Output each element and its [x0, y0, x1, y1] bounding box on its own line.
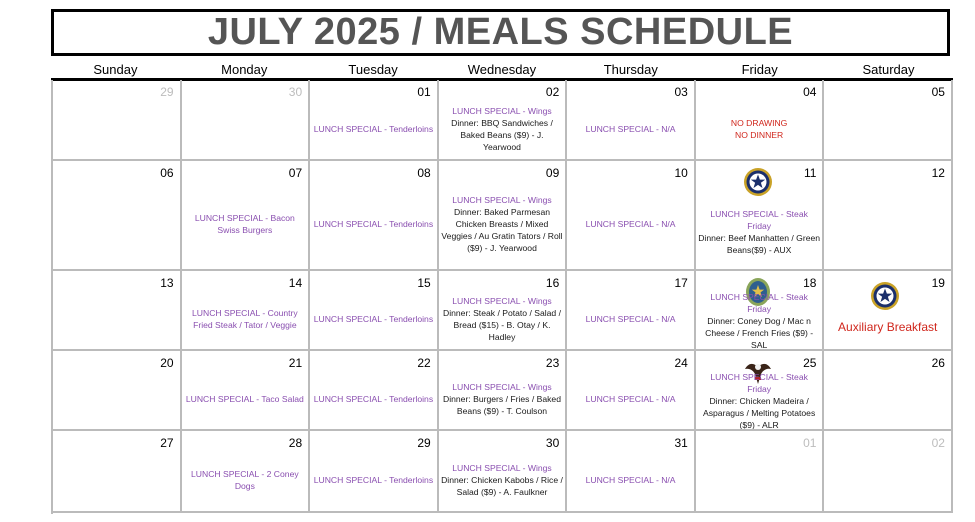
day-cell [696, 271, 825, 351]
day-number: 10 [674, 166, 688, 180]
day-number: 08 [417, 166, 431, 180]
day-content [441, 100, 564, 157]
legion-star-emblem-icon [743, 167, 773, 197]
day-content [826, 100, 949, 157]
day-cell [310, 161, 439, 271]
day-content [184, 371, 307, 427]
day-content [184, 291, 307, 347]
day-content [55, 291, 178, 347]
dinner-text: Dinner: Steak / Potato / Salad / Bread ($15) - B. Otay / K. Hadley [442, 308, 561, 342]
day-content [569, 451, 692, 509]
day-content [698, 197, 821, 267]
day-number: 11 [803, 166, 817, 180]
day-content [698, 451, 821, 509]
day-cell [824, 431, 953, 513]
lunch-special-text: LUNCH SPECIAL - Tenderloins [313, 475, 434, 485]
day-cell [824, 271, 953, 351]
lunch-special-text: LUNCH SPECIAL - Wings [452, 463, 552, 473]
day-cell [310, 271, 439, 351]
day-cell [567, 271, 696, 351]
day-number: 17 [674, 276, 688, 290]
day-cell [182, 431, 311, 513]
dinner-text: Dinner: Coney Dog / Mac n Cheese / French Fries ($9) - SAL [705, 316, 814, 350]
day-cell [439, 161, 568, 271]
day-cell [696, 80, 825, 161]
day-content [826, 181, 949, 267]
day-number: 06 [160, 166, 174, 180]
day-cell [567, 80, 696, 161]
dinner-text: Dinner: BBQ Sandwiches / Baked Beans ($9) - J. Yearwood [451, 117, 553, 152]
lunch-special-text: LUNCH SPECIAL - N/A [585, 219, 676, 229]
page-title: JULY 2025 / MEALS SCHEDULE [51, 9, 950, 56]
lunch-special-text: LUNCH SPECIAL - N/A [585, 314, 676, 324]
day-content [55, 371, 178, 427]
calendar-grid [51, 80, 953, 514]
day-content [184, 100, 307, 157]
day-cell [310, 351, 439, 431]
notice-text: Auxiliary Breakfast [838, 320, 938, 334]
day-number: 12 [931, 166, 945, 180]
day-cell [310, 80, 439, 161]
day-cell [824, 80, 953, 161]
day-number: 03 [674, 85, 688, 99]
day-number: 01 [803, 436, 817, 450]
day-cell [696, 351, 825, 431]
day-cell [439, 80, 568, 161]
dinner-text: Dinner: Chicken Madeira / Asparagus / Melting Potatoes ($9) - ALR [703, 396, 816, 430]
day-number: 15 [417, 276, 431, 290]
weekday-thursday: Thursday [603, 62, 658, 77]
day-number: 02 [545, 85, 560, 99]
day-content [55, 100, 178, 157]
day-cell [182, 271, 311, 351]
weekday-saturday: Saturday [862, 62, 915, 77]
dinner-text: Dinner: Burgers / Fries / Baked Beans ($9) - T. Coulson [443, 394, 561, 416]
lunch-special-text: LUNCH SPECIAL - Wings [452, 195, 552, 205]
day-number: 09 [545, 166, 560, 180]
day-cell [696, 161, 825, 271]
day-content [55, 181, 178, 267]
day-content [698, 372, 821, 430]
day-content [826, 371, 949, 427]
day-content [312, 181, 435, 267]
day-content [184, 451, 307, 509]
day-content [312, 371, 435, 427]
day-cell [567, 431, 696, 513]
day-content [441, 371, 564, 427]
day-cell [824, 161, 953, 271]
day-number: 30 [288, 85, 303, 99]
day-cell [824, 351, 953, 431]
lunch-special-text: LUNCH SPECIAL - Steak Friday [710, 372, 808, 394]
lunch-special-text: LUNCH SPECIAL - Wings [452, 296, 552, 306]
day-number: 26 [931, 356, 945, 370]
day-content [441, 181, 564, 267]
day-number: 24 [674, 356, 688, 370]
lunch-special-text: LUNCH SPECIAL - N/A [585, 475, 676, 485]
day-number: 28 [288, 436, 303, 450]
lunch-special-text: LUNCH SPECIAL - Taco Salad [185, 394, 304, 404]
day-content [569, 371, 692, 427]
lunch-special-text: LUNCH SPECIAL - Tenderloins [313, 314, 434, 324]
day-number: 23 [545, 356, 560, 370]
day-content [698, 292, 821, 350]
day-cell [53, 271, 182, 351]
day-number: 13 [160, 276, 174, 290]
day-content [312, 291, 435, 347]
day-cell [53, 431, 182, 513]
day-cell [182, 80, 311, 161]
day-content [312, 451, 435, 509]
day-cell [567, 351, 696, 431]
day-number: 19 [931, 276, 945, 290]
day-number: 01 [417, 85, 431, 99]
day-number: 05 [931, 85, 945, 99]
day-content [569, 181, 692, 267]
day-cell [310, 431, 439, 513]
day-cell [439, 431, 568, 513]
day-content [569, 291, 692, 347]
day-number: 16 [545, 276, 560, 290]
day-number: 31 [674, 436, 688, 450]
day-cell [439, 351, 568, 431]
day-number: 14 [288, 276, 303, 290]
day-content [184, 181, 307, 267]
day-number: 18 [803, 276, 817, 290]
day-content [698, 100, 821, 157]
day-number: 04 [803, 85, 817, 99]
day-number: 29 [417, 436, 431, 450]
day-number: 21 [288, 356, 303, 370]
day-content [441, 291, 564, 347]
day-number: 07 [288, 166, 303, 180]
day-cell [696, 431, 825, 513]
lunch-special-text: LUNCH SPECIAL - Wings [452, 105, 552, 116]
lunch-special-text: LUNCH SPECIAL - Country Fried Steak / Tator / Veggie [192, 308, 298, 330]
day-number: 22 [417, 356, 431, 370]
lunch-special-text: LUNCH SPECIAL - 2 Coney Dogs [191, 469, 299, 491]
weekday-header [51, 61, 953, 81]
notice-text: NO DINNER [735, 129, 784, 140]
lunch-special-text: LUNCH SPECIAL - Tenderloins [313, 123, 434, 134]
dinner-text: Dinner: Baked Parmesan Chicken Breasts / Mixed Veggies / Au Gratin Tators / Roll ($9) - J. Yearwood [441, 207, 563, 253]
day-content [826, 451, 949, 509]
dinner-text: Dinner: Beef Manhatten / Green Beans($9) - AUX [698, 233, 821, 255]
weekday-wednesday: Wednesday [467, 62, 537, 77]
day-number: 02 [931, 436, 945, 450]
lunch-special-text: LUNCH SPECIAL - Tenderloins [313, 394, 434, 404]
notice-text: NO DRAWING [730, 117, 788, 128]
day-content [55, 451, 178, 509]
day-number: 25 [803, 356, 817, 370]
day-number: 30 [545, 436, 560, 450]
day-cell [53, 161, 182, 271]
day-number: 27 [160, 436, 174, 450]
weekday-friday: Friday [741, 62, 778, 77]
lunch-special-text: LUNCH SPECIAL - Steak Friday [710, 209, 808, 231]
day-cell [182, 161, 311, 271]
day-content [826, 307, 949, 347]
day-number: 20 [160, 356, 174, 370]
day-number: 29 [160, 85, 174, 99]
day-content [312, 100, 435, 157]
lunch-special-text: LUNCH SPECIAL - Steak Friday [710, 292, 808, 314]
weekday-monday: Monday [221, 62, 268, 77]
lunch-special-text: LUNCH SPECIAL - Bacon Swiss Burgers [194, 213, 295, 235]
day-cell [53, 80, 182, 161]
lunch-special-text: LUNCH SPECIAL - N/A [585, 123, 676, 134]
lunch-special-text: LUNCH SPECIAL - N/A [585, 394, 676, 404]
weekday-tuesday: Tuesday [348, 62, 398, 77]
day-content [441, 451, 564, 509]
day-cell [439, 271, 568, 351]
weekday-sunday: Sunday [93, 62, 138, 77]
day-cell [182, 351, 311, 431]
lunch-special-text: LUNCH SPECIAL - Tenderloins [313, 219, 434, 229]
lunch-special-text: LUNCH SPECIAL - Wings [452, 382, 552, 392]
dinner-text: Dinner: Chicken Kabobs / Rice / Salad ($9) - A. Faulkner [441, 475, 563, 497]
day-cell [567, 161, 696, 271]
day-content [569, 100, 692, 157]
day-cell [53, 351, 182, 431]
